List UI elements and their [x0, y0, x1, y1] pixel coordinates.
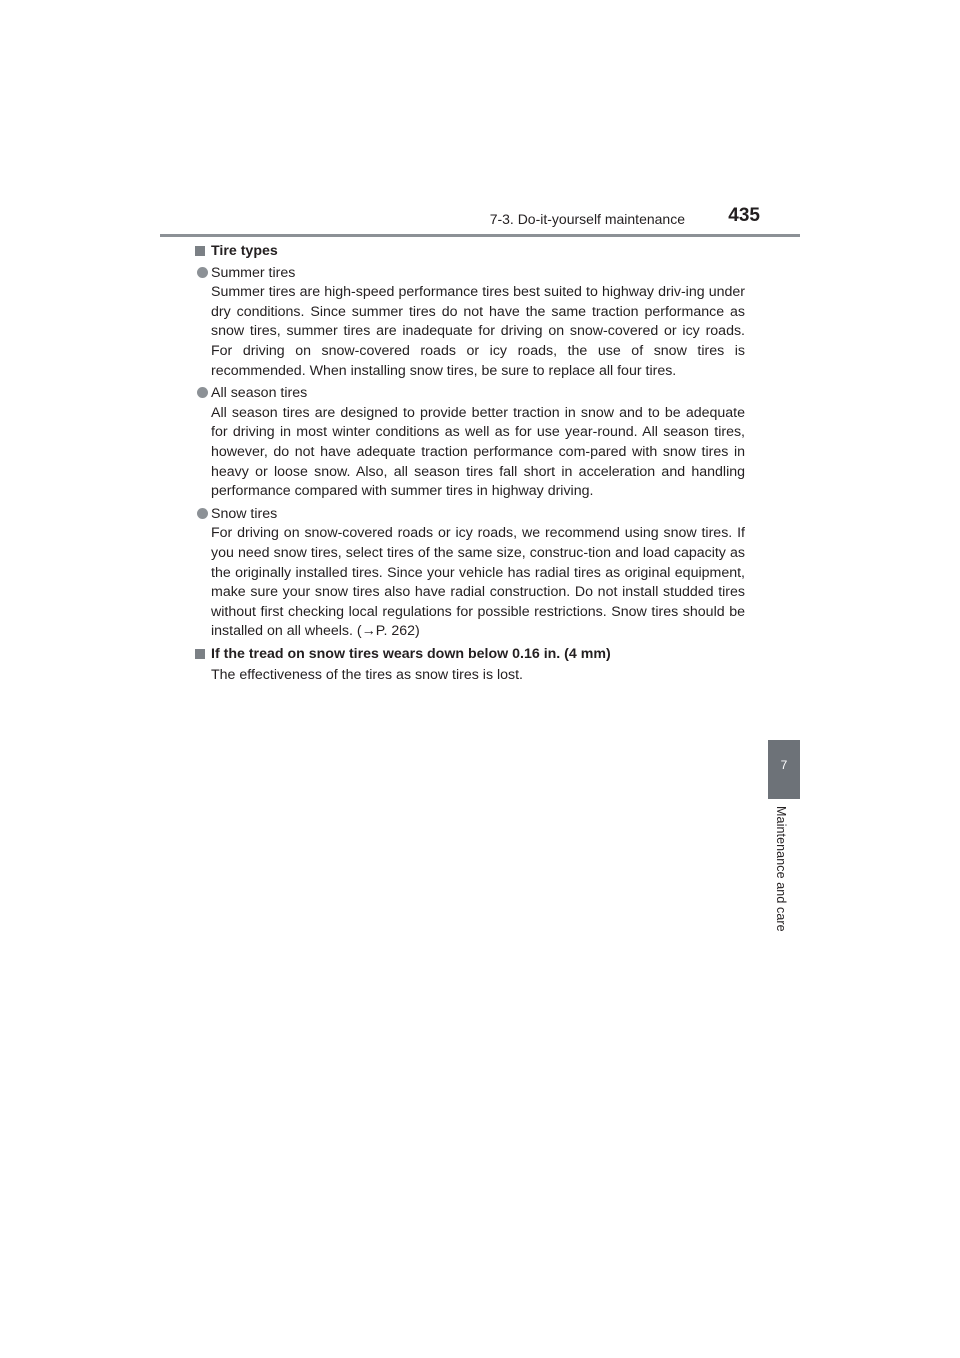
chapter-tab[interactable] — [768, 740, 800, 799]
snow-tires-title — [211, 505, 745, 525]
page-header — [160, 204, 800, 237]
tread-heading-text: If the tread on snow tires wears down below 0.16 in. (4 mm) — [211, 645, 611, 662]
all-season-tires-title — [211, 384, 745, 404]
tire-types-heading-text: Tire types — [211, 243, 278, 259]
snow-tires-text: For driving on snow-covered roads or icy roads, we recommend using snow tires. If you need snow tires, select tires of the same size, construc-tion and load capacity as the originally installed tires. Since your vehicle has radial tires as original equipment, make sure your snow tires also have radial construction. Do not install studded tires without first checking local regulations for possible restrictions. Snow tires should be installed on all wheels. (→P. 262) — [211, 525, 745, 640]
summer-tires-text: Summer tires are high-speed performance tires best suited to highway driv-ing under dry conditions. Since summer tires do not have the same traction performance as snow tires, summer tires are inadequate for driving on snow-covered or icy roads. For driving on snow-covered roads or icy roads, the use of snow tires is recommended. When installing snow tires, be sure to replace all four tires. — [211, 284, 745, 379]
square-bullet-icon — [195, 246, 205, 256]
tread-text: The effectiveness of the tires as snow tires is lost. — [211, 667, 524, 684]
all-season-tires-text: All season tires are designed to provide better traction in snow and to be adequate for driving in most winter conditions as well as for use year-round. All season tires, however, do not have adequate traction performance com-pared with snow tires in heavy or loose snow. Also, all season tires fall short in acceleration and handling performance compared with summer tires in highway driving. — [211, 404, 745, 500]
chapter-label: Maintenance and care — [774, 806, 788, 932]
square-bullet-icon — [195, 649, 205, 659]
circle-bullet-icon — [197, 267, 208, 278]
section-title: 7-3. Do-it-yourself maintenance — [489, 211, 685, 227]
tire-types-heading — [211, 242, 745, 262]
tread-heading — [211, 645, 745, 665]
circle-bullet-icon — [197, 387, 208, 398]
summer-tires-label: Summer tires — [211, 264, 296, 281]
chapter-number: 7 — [780, 758, 788, 772]
page-number: 435 — [728, 205, 760, 226]
snow-tires-label: Snow tires — [211, 505, 278, 522]
circle-bullet-icon — [197, 508, 208, 519]
summer-tires-title — [211, 264, 745, 284]
page-content — [211, 242, 745, 686]
all-season-tires-label: All season tires — [211, 385, 308, 402]
